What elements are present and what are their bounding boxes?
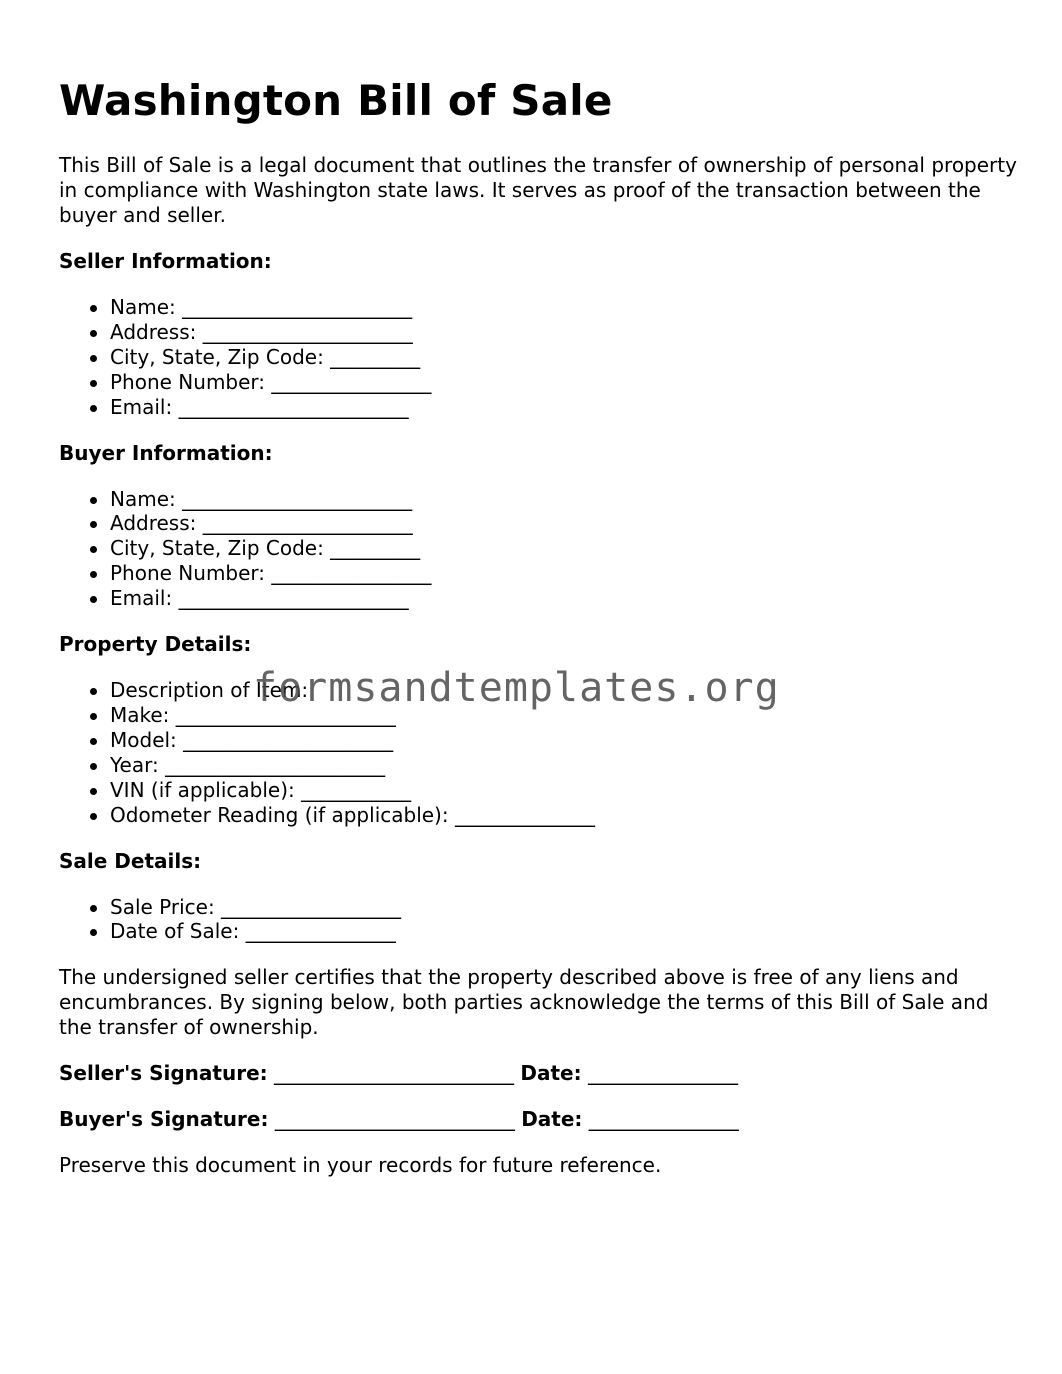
document-page (59, 0, 1019, 1178)
bullet-icon (90, 738, 97, 745)
seller-heading: Seller Information: (59, 249, 272, 273)
bullet-icon (90, 405, 97, 412)
buyer-heading: Buyer Information: (59, 440, 273, 465)
buyer-date-blank: _______________ (588, 1107, 739, 1132)
list-item: Email: _______________________ (59, 586, 1019, 611)
certification-paragraph: The undersigned seller certifies that the property described above is free of any liens and encumbrances. By signing below, both parties acknowledge the terms of this Bill of Sale and the transfer of ownership. (59, 965, 989, 1040)
list-item: VIN (if applicable): ___________ (59, 778, 1019, 803)
buyer-signature-blank: ________________________ (274, 1107, 515, 1132)
property-heading: Property Details: (59, 632, 252, 657)
footer-note: Preserve this document in your records for future reference. (59, 1153, 662, 1178)
watermark: formsandtemplates.org (253, 665, 780, 711)
list-item: Address: _____________________ (59, 511, 1019, 536)
document-title: Washington Bill of Sale (59, 76, 613, 125)
list-item: Address: _____________________ (59, 320, 1019, 345)
seller-date-label: Date: (520, 1061, 582, 1086)
seller-signature-line (59, 1061, 1019, 1086)
buyer-signature-label: Buyer's Signature: (59, 1107, 269, 1132)
bullet-icon (90, 497, 97, 504)
bullet-icon (90, 929, 97, 936)
bullet-icon (90, 763, 97, 770)
list-item: City, State, Zip Code: _________ (59, 345, 1019, 370)
list-item: City, State, Zip Code: _________ (59, 536, 1019, 561)
list-item: Odometer Reading (if applicable): ______________ (59, 803, 1019, 828)
bullet-icon (90, 305, 97, 312)
seller-date-blank: _______________ (587, 1061, 738, 1086)
bullet-icon (90, 713, 97, 720)
seller-signature-label: Seller's Signature: (59, 1061, 268, 1086)
list-item: Date of Sale: _______________ (59, 919, 1019, 944)
list-item: Sale Price: __________________ (59, 895, 1019, 920)
bullet-icon (90, 813, 97, 820)
bullet-icon (90, 380, 97, 387)
bullet-icon (90, 546, 97, 553)
sale-list (59, 895, 1019, 945)
buyer-date-label: Date: (521, 1107, 583, 1132)
intro-paragraph: This Bill of Sale is a legal document that outlines the transfer of ownership of personal property in compliance with Washington state laws. It serves as proof of the transaction between the buyer and seller. (59, 153, 1017, 227)
list-item: Name: _______________________ (59, 295, 1019, 320)
sale-heading: Sale Details: (59, 848, 202, 873)
bullet-icon (90, 788, 97, 795)
bullet-icon (90, 596, 97, 603)
list-item: Year: ______________________ (59, 753, 1019, 778)
list-item: Make: ______________________ (59, 703, 1019, 728)
list-item: Phone Number: ________________ (59, 370, 1019, 395)
bullet-icon (90, 571, 97, 578)
buyer-list (59, 487, 1019, 612)
list-item: Phone Number: ________________ (59, 561, 1019, 586)
bullet-icon (90, 330, 97, 337)
buyer-signature-line (59, 1107, 1019, 1132)
bullet-icon (90, 521, 97, 528)
bullet-icon (90, 688, 97, 695)
list-item: Email: _______________________ (59, 395, 1019, 420)
list-item: Name: _______________________ (59, 487, 1019, 512)
bullet-icon (90, 905, 97, 912)
list-item: Description of Item: (59, 678, 1019, 703)
seller-list (59, 295, 1019, 420)
list-item: Model: _____________________ (59, 728, 1019, 753)
bullet-icon (90, 355, 97, 362)
seller-signature-blank: ________________________ (274, 1061, 514, 1086)
